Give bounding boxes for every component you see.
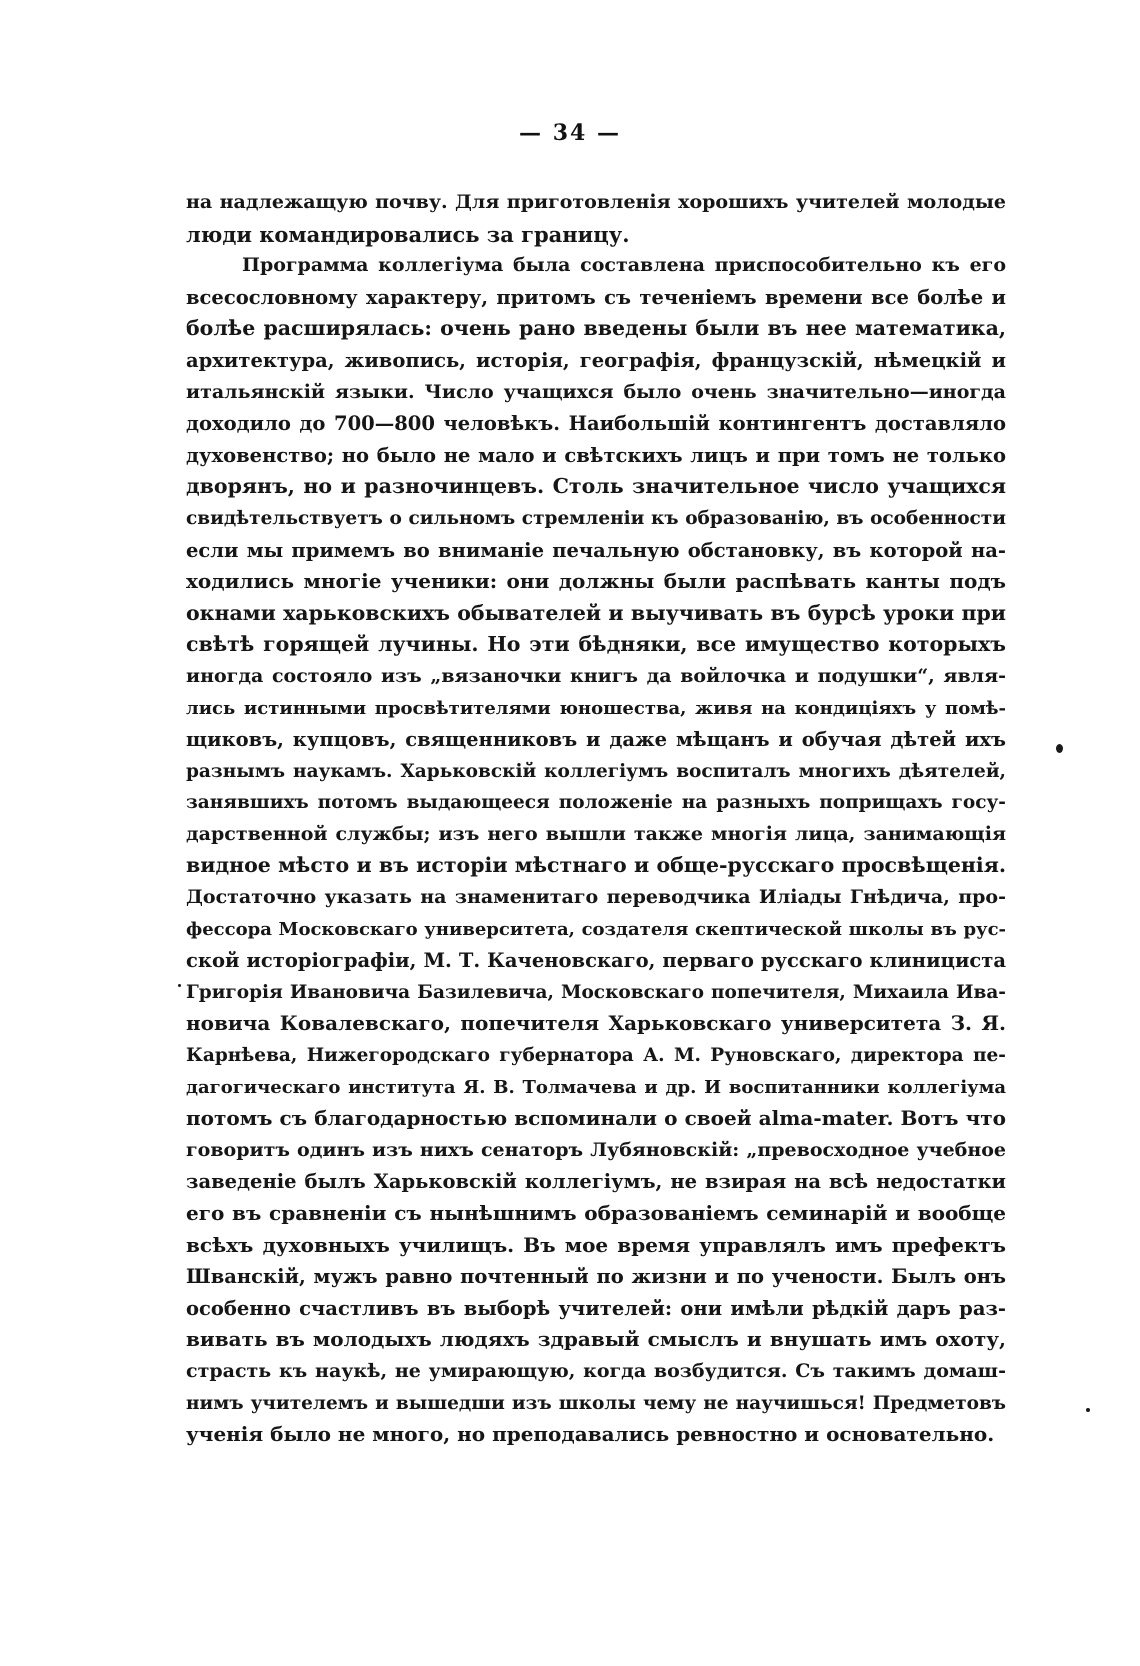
text-line: занявшихъ потомъ выдающееся положеніе на разныхъ поприщахъ госу- <box>186 792 1006 814</box>
text-line: заведеніе былъ Харьковскій коллегіумъ, не взирая на всѣ недостатки <box>186 1170 1006 1194</box>
text-line: люди командировались за границу. <box>186 221 630 247</box>
text-line: новича Ковалевскаго, попечителя Харьковскаго университета З. Я. <box>186 1011 1006 1036</box>
text-line: нимъ учителемъ и вышедши изъ школы чему не научишься! Предметовъ <box>186 1392 1006 1414</box>
text-line: лись истинными просвѣтителями юношества, живя на кондиціяхъ у помѣ- <box>186 697 1006 719</box>
text-line: ской исторіографіи, М. Т. Каченовскаго, перваго русскаго клинициста <box>186 949 1006 973</box>
text-line: окнами харьковскихъ обывателей и выучивать въ бурсѣ уроки при <box>186 600 1006 625</box>
text-line: особенно счастливъ въ выборѣ учителей: они имѣли рѣдкій даръ раз- <box>186 1296 1006 1320</box>
text-line: всесословному характеру, притомъ съ теченіемъ времени все болѣе и <box>186 285 1006 309</box>
text-line: дарственной службы; изъ него вышли также многія лица, занимающія <box>186 822 1006 845</box>
text-line: Шванскій, мужъ равно почтенный по жизни и по учености. Былъ онъ <box>186 1265 1006 1289</box>
text-line: потомъ съ благодарностью вспоминали о своей alma-mater. Вотъ что <box>186 1106 1006 1131</box>
text-line: вивать въ молодыхъ людяхъ здравый смыслъ и внушать имъ охоту, <box>186 1327 1006 1352</box>
text-line: если мы примемъ во вниманіе печальную обстановку, въ которой на- <box>186 538 1006 562</box>
text-line: итальянскій языки. Число учащихся было очень значительно—иногда <box>186 380 1006 403</box>
text-line: духовенство; но было не мало и свѣтскихъ лицъ и при томъ не только <box>186 443 1006 467</box>
text-line: свѣтѣ горящей лучины. Но эти бѣдняки, все имущество которыхъ <box>186 632 1006 657</box>
ink-speck <box>1056 744 1063 753</box>
text-line: фессора Московскаго университета, создателя скептической школы въ рус- <box>186 918 1006 940</box>
text-line: Достаточно указать на знаменитаго переводчика Иліады Гнѣдича, про- <box>186 886 1006 909</box>
text-line: всѣхъ духовныхъ училищъ. Въ мое время управлялъ имъ префектъ <box>186 1232 1006 1257</box>
ink-speck <box>1086 1408 1090 1412</box>
text-line: ученія было не много, но преподавались ревностно и основательно. <box>186 1422 995 1447</box>
text-line: щиковъ, купцовъ, священниковъ и даже мѣщанъ и обучая дѣтей ихъ <box>186 728 1006 752</box>
text-line: иногда состояло изъ „вязаночки книгъ да войлочка и подушки“, явля- <box>186 664 1006 687</box>
text-line: страсть къ наукѣ, не умирающую, когда возбудится. Съ такимъ домаш- <box>186 1359 1006 1382</box>
page-number: — 34 — <box>519 120 621 146</box>
body-text <box>186 187 1006 1451</box>
text-line: дворянъ, но и разночинцевъ. Столь значительное число учащихся <box>186 474 1006 499</box>
text-line: архитектура, живопись, исторія, географія, французскій, нѣмецкій и <box>186 348 1006 372</box>
text-line: видное мѣсто и въ исторіи мѣстнаго и обще-русскаго просвѣщенія. <box>186 853 1006 878</box>
text-line: говоритъ одинъ изъ нихъ сенаторъ Лубяновскій: „превосходное учебное <box>186 1138 1006 1161</box>
text-line: ходились многіе ученики: они должны были распѣвать канты подъ <box>186 569 1006 594</box>
text-line: на надлежащую почву. Для приготовленія хорошихъ учителей молодые <box>186 191 1006 213</box>
text-line: болѣе расширялась: очень рано введены были въ нее математика, <box>186 316 1006 341</box>
text-line: доходило до 700—800 человѣкъ. Наибольшій контингентъ доставляло <box>186 412 1006 436</box>
text-line: Григорія Ивановича Базилевича, Московскаго попечителя, Михаила Ива- <box>186 981 1006 1003</box>
text-line: разнымъ наукамъ. Харьковскій коллегіумъ воспиталъ многихъ дѣятелей, <box>186 760 1006 782</box>
text-line: его въ сравненіи съ нынѣшнимъ образованіемъ семинарій и вообще <box>186 1201 1006 1225</box>
text-line: свидѣтельствуетъ о сильномъ стремленіи къ образованію, въ особенности <box>186 507 1006 529</box>
ink-speck <box>178 984 181 987</box>
text-line: дагогическаго института Я. В. Толмачева и др. И воспитанники коллегіума <box>186 1076 1006 1098</box>
text-line: Программа коллегіума была составлена приспособительно къ его <box>242 254 1006 277</box>
text-line: Карнѣева, Нижегородскаго губернатора А. М. Руновскаго, директора пе- <box>186 1045 1006 1067</box>
